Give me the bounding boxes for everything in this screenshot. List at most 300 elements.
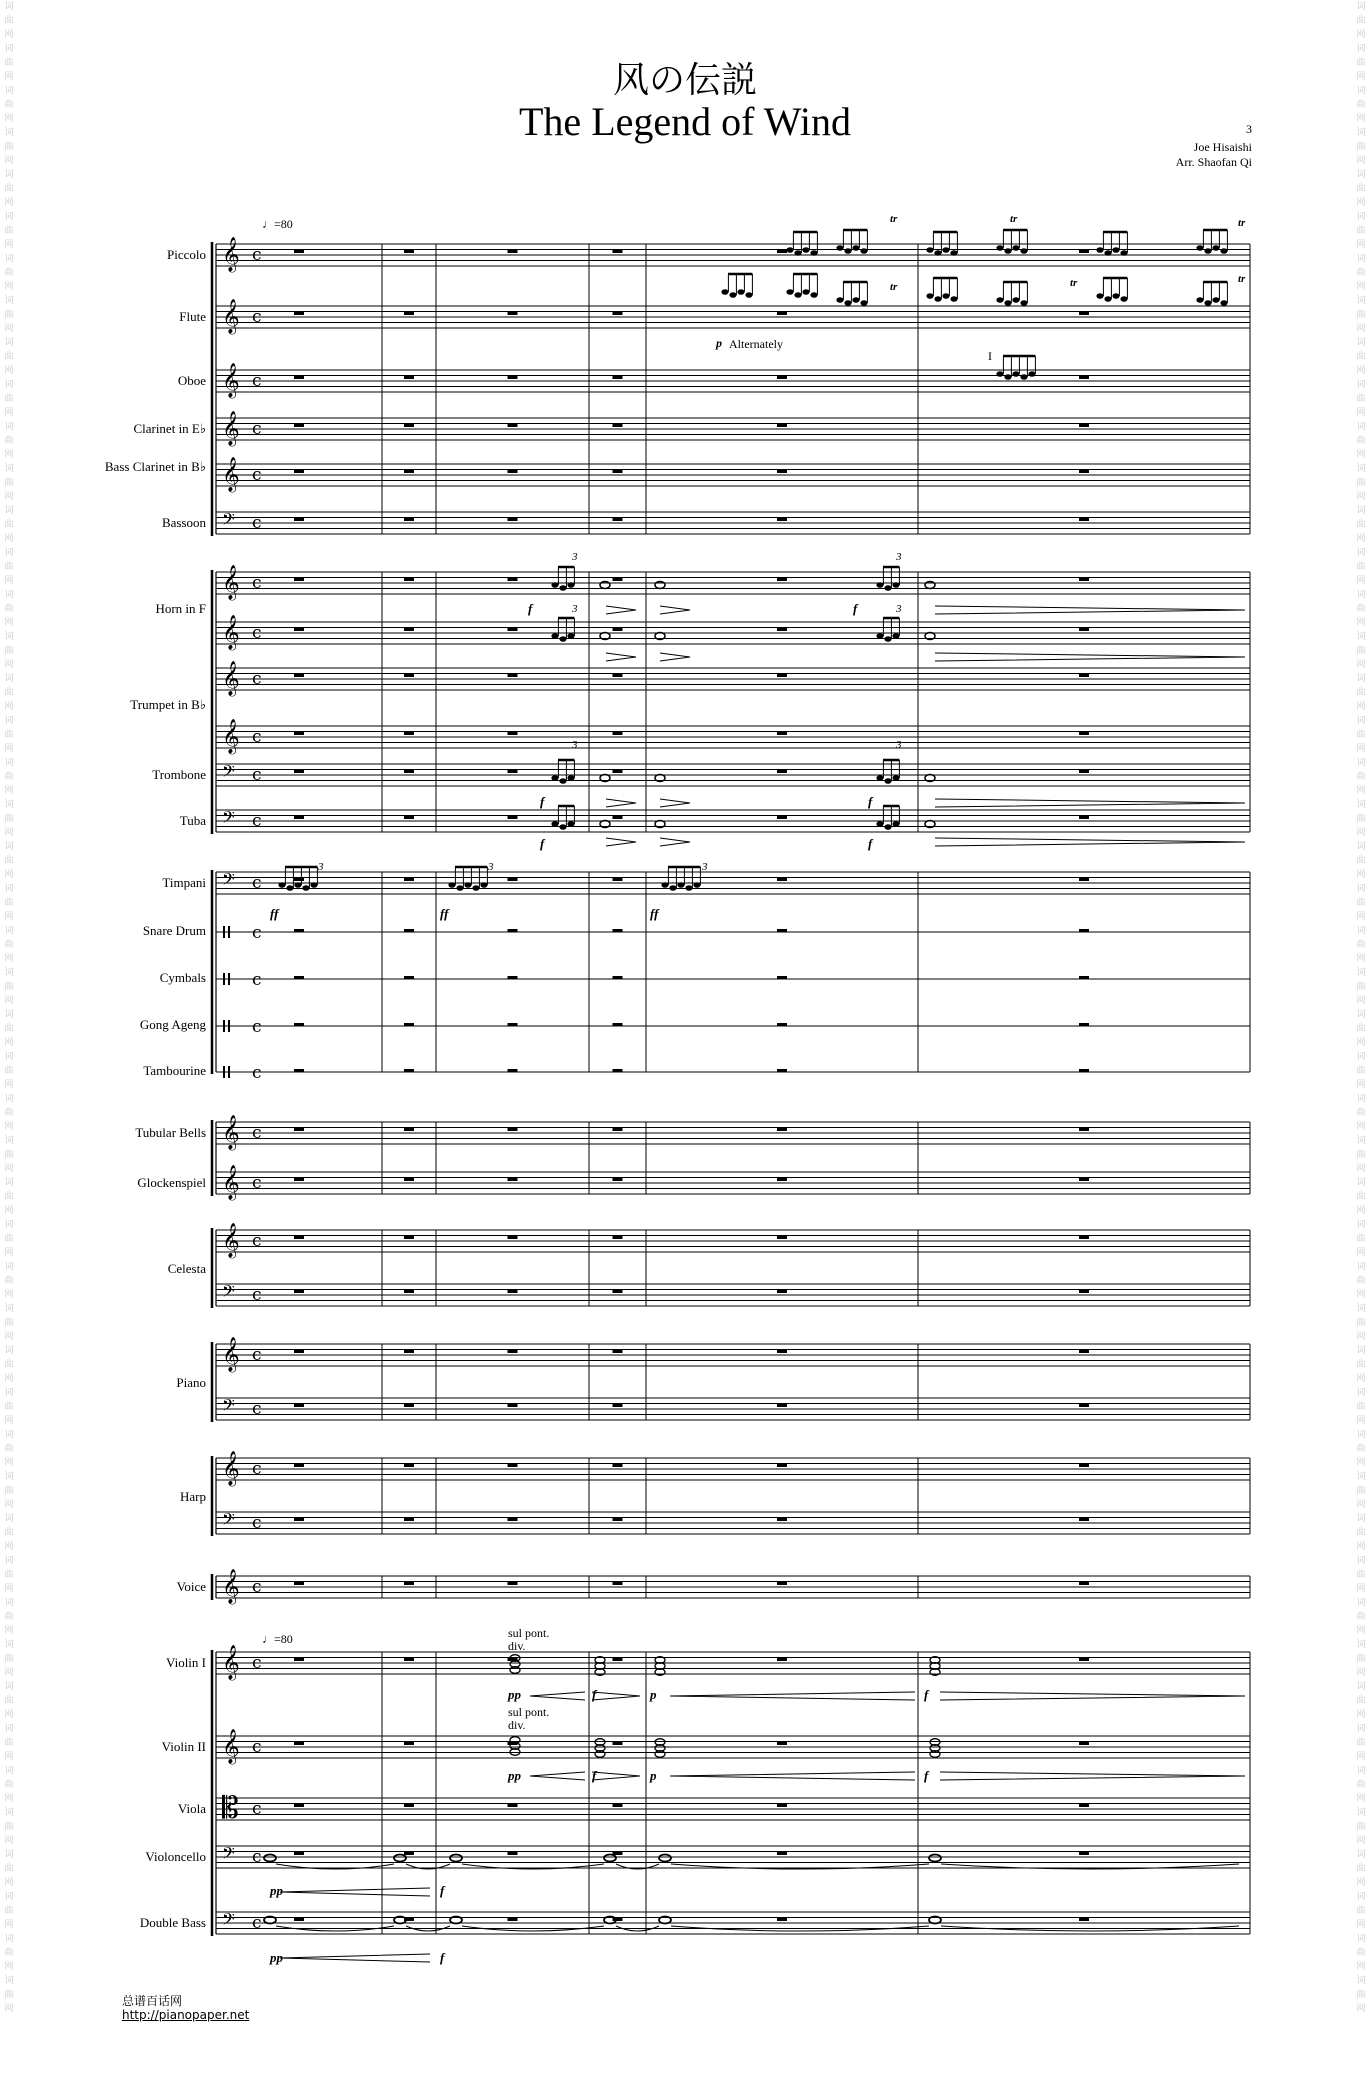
decrescendo: [592, 1692, 640, 1700]
piccolo-run: [852, 245, 859, 251]
whole-rest: [777, 1918, 787, 1922]
whole-rest: [508, 1464, 518, 1468]
brass-triplet: [551, 633, 558, 639]
brass-triplet: [567, 821, 574, 827]
woodwind-run: [996, 297, 1003, 303]
whole-rest: [404, 312, 414, 316]
decrescendo: [935, 838, 1245, 846]
whole-rest: [777, 674, 787, 678]
whole-rest: [777, 1464, 787, 1468]
woodwind-run: [836, 297, 843, 303]
treble-clef: 𝄞: [222, 565, 240, 600]
bass-dynamic: pp: [270, 1950, 283, 1965]
instrument-label: Horn in F: [155, 601, 206, 616]
whole-rest: [508, 1069, 518, 1073]
woodwind-run: [934, 296, 941, 302]
instrument-label: Celesta: [167, 1261, 206, 1276]
whole-rest: [508, 1290, 518, 1294]
brass-triplet: [884, 778, 891, 784]
whole-rest: [404, 878, 414, 882]
time-signature: c: [252, 923, 262, 943]
violin1-dynamic: f: [592, 1687, 597, 1702]
whole-rest: [777, 929, 787, 933]
whole-rest: [777, 1582, 787, 1586]
whole-rest: [508, 1023, 518, 1027]
piccolo-run: [1012, 245, 1019, 251]
time-signature: c: [252, 419, 262, 439]
whole-rest: [404, 1069, 414, 1073]
brass-triplet: [876, 582, 883, 588]
whole-rest: [294, 816, 304, 820]
whole-rest: [1079, 628, 1089, 632]
whole-rest: [294, 1128, 304, 1132]
woodwind-run: [737, 289, 744, 295]
tuba-dynamic: f: [868, 836, 873, 851]
timpani-roll: [286, 885, 293, 891]
whole-rest: [613, 1178, 623, 1182]
time-signature: c: [252, 1173, 262, 1193]
piccolo-run: [1196, 245, 1203, 251]
timpani-roll: [669, 885, 676, 891]
time-signature: c: [252, 1459, 262, 1479]
whole-rest: [1079, 424, 1089, 428]
decrescendo: [660, 799, 690, 807]
decrescendo: [660, 653, 690, 661]
instrument-label: Trombone: [152, 767, 206, 782]
brass-triplet: [892, 821, 899, 827]
whole-rest: [508, 1804, 518, 1808]
whole-rest: [294, 1178, 304, 1182]
crescendo: [280, 1888, 430, 1896]
whole-rest: [613, 732, 623, 736]
timpani-roll: [464, 882, 471, 888]
bass-dynamic: f: [440, 1950, 445, 1965]
oboe-run: [1004, 374, 1011, 380]
whole-rest: [508, 770, 518, 774]
decrescendo: [935, 606, 1245, 614]
whole-rest: [613, 1023, 623, 1027]
treble-clef: 𝄞: [222, 1165, 240, 1200]
whole-rest: [613, 1290, 623, 1294]
time-signature: c: [252, 811, 262, 831]
whole-rest: [404, 1852, 414, 1856]
footer-site-name: 总谱百话网: [122, 1994, 183, 2008]
timpani-roll: [685, 885, 692, 891]
whole-rest: [1079, 929, 1089, 933]
whole-rest: [294, 1464, 304, 1468]
brass-triplet: [559, 778, 566, 784]
brass-triplet: [884, 585, 891, 591]
cello-dynamic: f: [440, 1883, 445, 1898]
crescendo: [670, 1692, 915, 1700]
violin2-dynamic: f: [592, 1768, 597, 1783]
whole-rest: [294, 1069, 304, 1073]
triplet-number: 3: [572, 603, 578, 615]
whole-rest: [294, 929, 304, 933]
bass-clef: 𝄢: [222, 1843, 235, 1867]
whole-rest: [1079, 1518, 1089, 1522]
whole-rest: [294, 1404, 304, 1408]
bass-clef: 𝄢: [222, 1281, 235, 1305]
piccolo-run: [926, 247, 933, 253]
whole-rest: [404, 1350, 414, 1354]
whole-rest: [613, 1350, 623, 1354]
whole-rest: [777, 376, 787, 380]
cello-whole-note: [450, 1855, 462, 1862]
time-signature: c: [252, 1123, 262, 1143]
time-signature: c: [252, 1063, 262, 1083]
whole-rest: [1079, 250, 1089, 254]
trill-mark: tr: [890, 213, 898, 225]
timpani-roll: [456, 885, 463, 891]
percussion-clef: [228, 1066, 230, 1078]
whole-rest: [508, 250, 518, 254]
violin1-div: div.: [508, 1639, 526, 1653]
piccolo-run: [1120, 250, 1127, 256]
timpani-roll: [677, 882, 684, 888]
whole-rest: [1079, 878, 1089, 882]
whole-rest: [1079, 470, 1089, 474]
brass-triplet: [892, 775, 899, 781]
whole-rest: [1079, 1658, 1089, 1662]
brass-triplet: [884, 636, 891, 642]
violin2-sul-pont: sul pont.: [508, 1705, 550, 1719]
horn-dynamic: f: [528, 601, 533, 616]
whole-rest: [404, 929, 414, 933]
decrescendo: [660, 606, 690, 614]
triplet-number: 3: [318, 861, 324, 873]
whole-rest: [404, 1236, 414, 1240]
whole-rest: [508, 1128, 518, 1132]
triplet-number: 3: [896, 551, 902, 563]
piccolo-run: [1020, 248, 1027, 254]
whole-rest: [613, 424, 623, 428]
percussion-clef: [223, 1066, 225, 1078]
whole-rest: [613, 878, 623, 882]
brass-triplet: [551, 582, 558, 588]
whole-rest: [294, 312, 304, 316]
woodwind-run: [942, 293, 949, 299]
woodwind-run: [1012, 297, 1019, 303]
whole-rest: [613, 250, 623, 254]
treble-clef: 𝄞: [222, 615, 240, 650]
whole-rest: [777, 250, 787, 254]
piccolo-run: [1220, 248, 1227, 254]
treble-clef: 𝄞: [222, 1569, 240, 1604]
bass-clef: 𝄢: [222, 1509, 235, 1533]
decrescendo: [940, 1692, 1245, 1700]
triplet-number: 3: [572, 551, 578, 563]
cello-whole-note: [659, 1855, 671, 1862]
time-signature: c: [252, 1577, 262, 1597]
decrescendo: [606, 799, 636, 807]
brass-triplet: [551, 821, 558, 827]
oboe-run: [1012, 371, 1019, 377]
timpani-roll: [693, 882, 700, 888]
piccolo-run: [942, 247, 949, 253]
bass-clef: 𝄢: [222, 869, 235, 893]
whole-rest: [613, 578, 623, 582]
woodwind-run: [1112, 293, 1119, 299]
woodwind-run: [1212, 297, 1219, 303]
instrument-label: Timpani: [162, 875, 206, 890]
woodwind-run: [1004, 300, 1011, 306]
instrument-label: Gong Ageng: [139, 1017, 206, 1032]
time-signature: c: [252, 970, 262, 990]
timpani-dynamic: ff: [440, 906, 449, 921]
whole-rest: [777, 1804, 787, 1808]
time-signature: c: [252, 1799, 262, 1819]
whole-rest: [1079, 976, 1089, 980]
whole-rest: [1079, 1852, 1089, 1856]
oboe-solo-marking: I: [988, 349, 992, 363]
treble-clef: 𝄞: [222, 1223, 240, 1258]
instrument-label: Glockenspiel: [137, 1175, 206, 1190]
timpani-roll: [310, 882, 317, 888]
whole-rest: [508, 578, 518, 582]
decrescendo: [935, 653, 1245, 661]
whole-rest: [404, 578, 414, 582]
whole-rest: [1079, 1178, 1089, 1182]
violin1-dynamic: pp: [508, 1687, 521, 1702]
whole-rest: [777, 1069, 787, 1073]
instrument-label: Snare Drum: [142, 923, 206, 938]
woodwind-run: [844, 300, 851, 306]
instrument-label: Cymbals: [159, 970, 206, 985]
piccolo-run: [996, 245, 1003, 251]
piccolo-run: [1004, 248, 1011, 254]
timpani-roll: [278, 882, 285, 888]
violin2-dynamic: pp: [508, 1768, 521, 1783]
whole-rest: [508, 1518, 518, 1522]
instrument-label: Bass Clarinet in B♭: [104, 459, 206, 474]
whole-rest: [404, 1290, 414, 1294]
whole-rest: [294, 628, 304, 632]
whole-rest: [777, 1236, 787, 1240]
piccolo-run: [1104, 250, 1111, 256]
whole-rest: [404, 976, 414, 980]
trombone-dynamic: f: [540, 794, 545, 809]
percussion-clef: [223, 926, 225, 938]
woodwind-run: [1104, 296, 1111, 302]
triplet-number: 3: [896, 739, 902, 751]
whole-rest: [294, 878, 304, 882]
bass-clef: 𝄢: [222, 1909, 235, 1933]
tuba-dynamic: f: [540, 836, 545, 851]
trill-mark: tr: [1238, 217, 1246, 229]
treble-clef: 𝄞: [222, 719, 240, 754]
composer-credit: Joe Hisaishi: [1193, 140, 1252, 154]
oboe-run: [1020, 374, 1027, 380]
trill-mark: tr: [890, 281, 898, 293]
whole-rest: [613, 1804, 623, 1808]
title-chinese: 风の伝説: [612, 60, 757, 100]
whole-rest: [404, 816, 414, 820]
brass-triplet: [876, 775, 883, 781]
instrument-label: Oboe: [177, 373, 206, 388]
violin2-div: div.: [508, 1718, 526, 1732]
whole-rest: [294, 1236, 304, 1240]
whole-rest: [404, 1804, 414, 1808]
cello-dynamic: pp: [270, 1883, 283, 1898]
whole-rest: [777, 1350, 787, 1354]
whole-rest: [404, 732, 414, 736]
piccolo-run: [802, 247, 809, 253]
whole-rest: [508, 732, 518, 736]
whole-rest: [508, 929, 518, 933]
woodwind-run: [1096, 293, 1103, 299]
trombone-dynamic: f: [868, 794, 873, 809]
whole-rest: [1079, 1582, 1089, 1586]
whole-rest: [508, 816, 518, 820]
whole-rest: [777, 470, 787, 474]
whole-rest: [508, 518, 518, 522]
percussion-clef: [228, 973, 230, 985]
time-signature: c: [252, 573, 262, 593]
woodwind-run: [786, 289, 793, 295]
whole-rest: [294, 470, 304, 474]
whole-rest: [294, 1350, 304, 1354]
woodwind-run: [729, 292, 736, 298]
whole-rest: [613, 929, 623, 933]
whole-rest: [294, 1023, 304, 1027]
piccolo-run: [1112, 247, 1119, 253]
timpani-roll: [448, 882, 455, 888]
flute-dynamic: p: [716, 336, 722, 350]
brass-triplet: [567, 775, 574, 781]
cello-whole-note: [264, 1855, 276, 1862]
woodwind-run: [1120, 296, 1127, 302]
treble-clef: 𝄞: [222, 411, 240, 446]
whole-rest: [404, 1128, 414, 1132]
whole-rest: [508, 628, 518, 632]
time-signature: c: [252, 371, 262, 391]
whole-rest: [1079, 1404, 1089, 1408]
whole-rest: [1079, 1069, 1089, 1073]
crescendo: [530, 1772, 585, 1780]
flute-alternately-text: Alternately: [729, 337, 783, 351]
violin1-dynamic: f: [924, 1687, 929, 1702]
whole-rest: [613, 770, 623, 774]
piccolo-run: [1212, 245, 1219, 251]
instrument-label: Tubular Bells: [135, 1125, 206, 1140]
violin1-dynamic: p: [650, 1687, 657, 1702]
whole-rest: [613, 1404, 623, 1408]
whole-rest: [613, 1128, 623, 1132]
whole-rest: [777, 518, 787, 522]
instrument-label: Tuba: [179, 813, 206, 828]
brass-triplet: [876, 821, 883, 827]
whole-rest: [1079, 1804, 1089, 1808]
whole-rest: [508, 424, 518, 428]
whole-rest: [1079, 1464, 1089, 1468]
whole-rest: [508, 1350, 518, 1354]
footer-url-link[interactable]: http://pianopaper.net: [122, 2008, 250, 2022]
whole-rest: [613, 1464, 623, 1468]
whole-rest: [404, 1023, 414, 1027]
whole-rest: [613, 1742, 623, 1746]
whole-rest: [777, 1404, 787, 1408]
woodwind-run: [1196, 297, 1203, 303]
instrument-label: Double Bass: [139, 1915, 206, 1930]
time-signature: c: [252, 307, 262, 327]
piccolo-run: [1204, 248, 1211, 254]
triplet-number: 3: [896, 603, 902, 615]
trill-mark: tr: [1238, 273, 1246, 285]
whole-rest: [294, 1582, 304, 1586]
tempo-marking-top: ♩=80: [262, 217, 293, 231]
whole-rest: [294, 376, 304, 380]
whole-rest: [294, 1852, 304, 1856]
piccolo-run: [860, 248, 867, 254]
percussion-clef: [223, 973, 225, 985]
woodwind-run: [860, 300, 867, 306]
decrescendo: [940, 1772, 1245, 1780]
oboe-run: [1028, 371, 1035, 377]
woodwind-run: [1020, 300, 1027, 306]
crescendo: [530, 1692, 585, 1700]
whole-rest: [613, 1658, 623, 1662]
whole-rest: [294, 578, 304, 582]
whole-rest: [1079, 518, 1089, 522]
whole-rest: [294, 518, 304, 522]
whole-rest: [294, 732, 304, 736]
whole-rest: [613, 518, 623, 522]
cello-whole-note: [929, 1855, 941, 1862]
whole-rest: [404, 470, 414, 474]
whole-rest: [777, 732, 787, 736]
woodwind-run: [721, 289, 728, 295]
whole-rest: [1079, 1128, 1089, 1132]
treble-clef: 𝄡: [222, 1791, 239, 1826]
whole-rest: [508, 470, 518, 474]
time-signature: c: [252, 1847, 262, 1867]
crescendo: [280, 1954, 430, 1962]
timpani-roll: [294, 882, 301, 888]
instrument-label: Violoncello: [145, 1849, 206, 1864]
whole-rest: [613, 1582, 623, 1586]
treble-clef: 𝄞: [222, 457, 240, 492]
whole-rest: [777, 770, 787, 774]
whole-rest: [1079, 376, 1089, 380]
woodwind-run: [926, 293, 933, 299]
whole-rest: [1079, 1236, 1089, 1240]
whole-rest: [508, 674, 518, 678]
time-signature: c: [252, 465, 262, 485]
whole-rest: [508, 1852, 518, 1856]
brass-triplet: [567, 582, 574, 588]
time-signature: c: [252, 513, 262, 533]
time-signature: c: [252, 1345, 262, 1365]
whole-rest: [613, 312, 623, 316]
whole-rest: [508, 976, 518, 980]
violin2-dynamic: f: [924, 1768, 929, 1783]
whole-rest: [1079, 312, 1089, 316]
woodwind-run: [802, 289, 809, 295]
cello-whole-note: [604, 1855, 616, 1862]
whole-rest: [777, 878, 787, 882]
brass-triplet: [892, 633, 899, 639]
piccolo-run: [1096, 247, 1103, 253]
whole-rest: [294, 1290, 304, 1294]
instrument-label: Tambourine: [143, 1063, 206, 1078]
decrescendo: [935, 799, 1245, 807]
time-signature: c: [252, 1737, 262, 1757]
whole-rest: [777, 976, 787, 980]
piccolo-run: [836, 245, 843, 251]
whole-rest: [404, 1404, 414, 1408]
treble-clef: 𝄞: [222, 1115, 240, 1150]
